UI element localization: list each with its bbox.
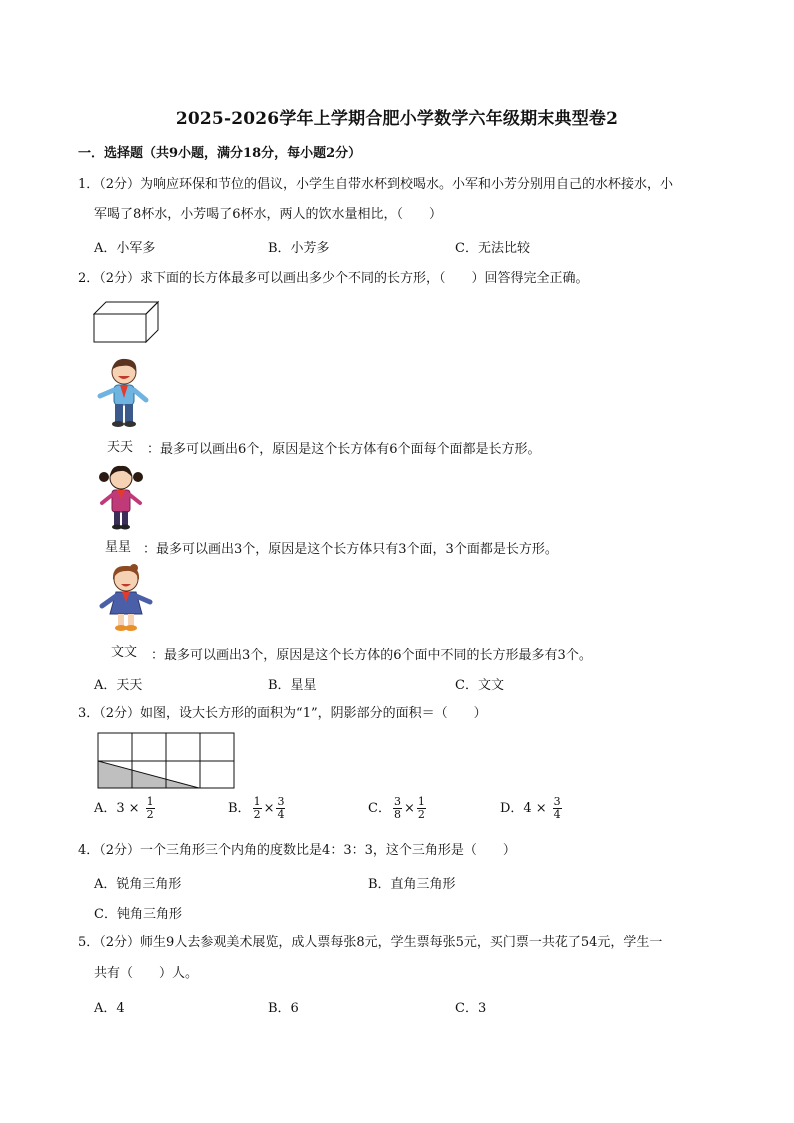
fraction-one-half [253, 796, 262, 821]
question-5-line-1: 5．（2分）师生9人去参观美术展览，成人票每张8元，学生票每张5元，买门票一共花了54元，学生一 [78, 935, 663, 950]
numerator: 1 [253, 795, 261, 808]
numerator: 3 [393, 795, 401, 808]
q3-b-prefix: B． [228, 801, 251, 816]
numerator: 3 [277, 795, 285, 808]
cuboid-figure [92, 300, 162, 346]
fraction-three-quarters [276, 796, 285, 821]
q4-option-b[interactable]: B．直角三角形 [368, 877, 456, 892]
denominator: 2 [253, 808, 261, 821]
q4-option-a[interactable]: A．锐角三角形 [94, 877, 182, 892]
q4-option-c[interactable]: C．钝角三角形 [94, 907, 182, 922]
fraction-one-half [417, 796, 426, 821]
numerator: 3 [553, 795, 561, 808]
q3-option-c[interactable] [368, 796, 428, 821]
denominator: 4 [277, 808, 285, 821]
question-1-line-2: 军喝了8杯水，小芳喝了6杯水，两人的饮水量相比，（ ） [94, 207, 443, 222]
q3-c-prefix: C． [368, 801, 391, 816]
xingxing-statement: ：最多可以画出3个，原因是这个长方体只有3个面，3个面都是长方形。 [143, 542, 558, 557]
question-4-line-1: 4．（2分）一个三角形三个内角的度数比是4：3：3，这个三角形是（ ） [78, 843, 516, 858]
q3-option-b[interactable] [228, 796, 287, 821]
question-2-line-1: 2．（2分）求下面的长方体最多可以画出多少个不同的长方形，（ ）回答得完全正确。 [78, 271, 589, 286]
q3-a-prefix: A．3 [94, 801, 125, 816]
denominator: 2 [146, 808, 154, 821]
q1-option-b[interactable]: B．小芳多 [268, 241, 330, 256]
grid-rectangle-figure [97, 732, 237, 790]
q1-option-c[interactable]: C．无法比较 [455, 241, 530, 256]
question-3-line-1: 3．（2分）如图，设大长方形的面积为“1”，阴影部分的面积＝（ ） [78, 706, 487, 721]
tiantian-name: 天天 [107, 440, 134, 455]
q2-option-a[interactable]: A．天天 [94, 678, 143, 693]
times-sign: × [263, 801, 275, 816]
fraction-three-eighths [393, 796, 402, 821]
wenwen-statement: ：最多可以画出3个，原因是这个长方体的6个面中不同的长方形最多有3个。 [151, 648, 592, 663]
q5-option-c[interactable]: C．3 [455, 1001, 487, 1016]
section-heading: 一．选择题（共9小题，满分18分，每小题2分） [78, 146, 362, 161]
tiantian-boy-illustration [92, 358, 152, 430]
wenwen-girl-illustration [96, 564, 156, 636]
q3-option-a[interactable] [94, 796, 157, 821]
q3-option-d[interactable] [500, 796, 564, 821]
fraction-three-quarters [553, 796, 562, 821]
times-sign: × [403, 801, 415, 816]
fraction-one-half [146, 796, 155, 821]
q3-d-prefix: D．4 [500, 801, 532, 816]
wenwen-name: 文文 [111, 645, 138, 660]
page-title: 2025-2026学年上学期合肥小学数学六年级期末典型卷2 [175, 109, 619, 129]
q1-option-a[interactable]: A．小军多 [94, 241, 156, 256]
numerator: 1 [146, 795, 154, 808]
tiantian-statement: ：最多可以画出6个，原因是这个长方体有6个面每个面都是长方形。 [147, 442, 541, 457]
xingxing-girl-illustration [96, 463, 146, 533]
denominator: 4 [553, 808, 561, 821]
times-sign: × [535, 801, 547, 816]
denominator: 2 [417, 808, 425, 821]
q2-option-b[interactable]: B．星星 [268, 678, 317, 693]
q2-option-c[interactable]: C．文文 [455, 678, 504, 693]
q5-option-b[interactable]: B．6 [268, 1001, 299, 1016]
question-1-line-1: 1．（2分）为响应环保和节位的倡议，小学生自带水杯到校喝水。小军和小芳分别用自己的水杯接水，小 [78, 177, 674, 192]
times-sign: × [128, 801, 140, 816]
q5-option-a[interactable]: A．4 [94, 1001, 125, 1016]
xingxing-name: 星星 [105, 540, 132, 555]
denominator: 8 [393, 808, 401, 821]
numerator: 1 [417, 795, 425, 808]
question-5-line-2: 共有（ ）人。 [94, 966, 199, 981]
